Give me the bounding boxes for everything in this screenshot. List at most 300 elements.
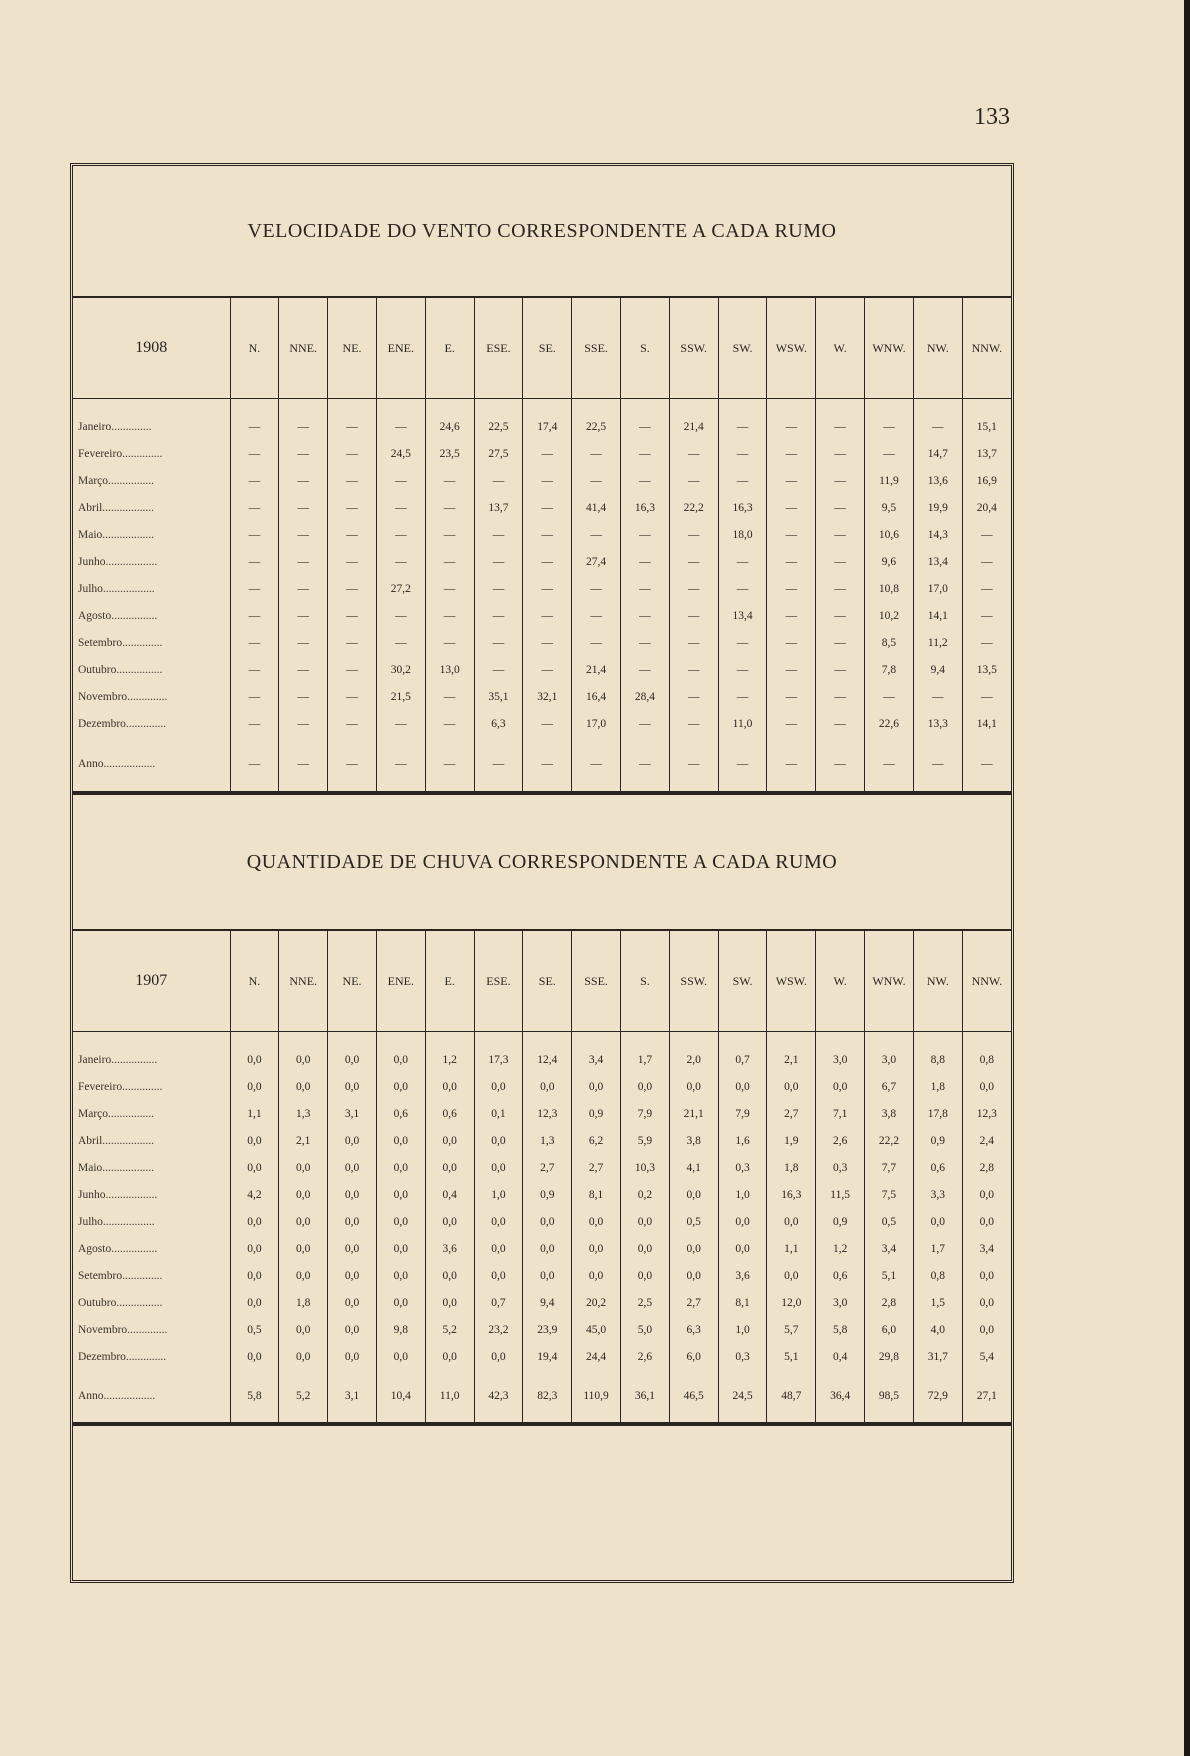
table-cell: —	[376, 548, 425, 575]
table-cell: 0,0	[328, 1235, 377, 1262]
month-label: Abril..................	[78, 501, 155, 514]
table-cell: —	[474, 548, 523, 575]
table-cell: —	[816, 710, 865, 737]
table-row	[73, 1235, 1011, 1262]
table-cell: 18,0	[718, 521, 767, 548]
month-label: Março................	[78, 1107, 155, 1120]
table-cell: 0,0	[279, 1262, 328, 1289]
table-cell: 0,0	[621, 1235, 670, 1262]
annual-cell: 27,1	[962, 1370, 1011, 1423]
table-cell: 0,3	[816, 1154, 865, 1181]
table-cell: —	[621, 440, 670, 467]
table-cell: —	[718, 399, 767, 441]
table-row	[73, 1073, 1011, 1100]
table-cell: 0,0	[718, 1208, 767, 1235]
table-cell: —	[474, 467, 523, 494]
table-cell: —	[865, 399, 914, 441]
table-cell: 1,1	[230, 1100, 279, 1127]
table-cell: 0,0	[230, 1127, 279, 1154]
table-cell: —	[669, 548, 718, 575]
table-cell: —	[572, 521, 621, 548]
table-cell: 1,6	[718, 1127, 767, 1154]
table-cell: 1,8	[279, 1289, 328, 1316]
annual-row	[73, 1370, 1011, 1423]
direction-header: SW.	[718, 931, 767, 1032]
table-cell: —	[767, 494, 816, 521]
direction-header: NW.	[913, 931, 962, 1032]
table-cell: 12,0	[767, 1289, 816, 1316]
table-cell: 0,0	[328, 1289, 377, 1316]
table-cell: 13,4	[913, 548, 962, 575]
table-cell: —	[621, 656, 670, 683]
table-cell: 1,3	[523, 1127, 572, 1154]
table-cell: —	[669, 656, 718, 683]
table-cell: —	[962, 629, 1011, 656]
table-cell: 1,1	[767, 1235, 816, 1262]
table-cell: 16,3	[718, 494, 767, 521]
table-cell: —	[230, 629, 279, 656]
direction-header: S.	[621, 931, 670, 1032]
month-label: Julho..................	[78, 1215, 155, 1228]
table-cell: 1,8	[913, 1073, 962, 1100]
table-cell: 35,1	[474, 683, 523, 710]
table-cell: 6,0	[865, 1316, 914, 1343]
table-cell: 9,4	[523, 1289, 572, 1316]
table-cell: 0,0	[279, 1181, 328, 1208]
table-cell: —	[425, 548, 474, 575]
table-cell: —	[621, 467, 670, 494]
table-cell: 0,0	[328, 1316, 377, 1343]
table-cell: 1,0	[474, 1181, 523, 1208]
table-cell: 6,3	[474, 710, 523, 737]
table-cell: 0,8	[962, 1032, 1011, 1074]
table-cell: —	[621, 548, 670, 575]
table-cell: —	[767, 399, 816, 441]
table-cell: —	[572, 575, 621, 602]
month-label: Fevereiro..............	[78, 447, 163, 460]
table-cell: 2,8	[962, 1154, 1011, 1181]
table-row	[73, 575, 1011, 602]
table-cell: —	[621, 521, 670, 548]
table-cell: 0,0	[425, 1262, 474, 1289]
table-cell: 13,0	[425, 656, 474, 683]
table-cell: —	[767, 575, 816, 602]
table-cell: 1,9	[767, 1127, 816, 1154]
table-cell: 0,6	[816, 1262, 865, 1289]
table-cell: 14,1	[962, 710, 1011, 737]
table-cell: 8,8	[913, 1032, 962, 1074]
table-cell: 7,9	[718, 1100, 767, 1127]
table-cell: 0,0	[230, 1262, 279, 1289]
direction-header: NNE.	[279, 298, 328, 399]
table-cell: 0,0	[376, 1154, 425, 1181]
annual-cell: —	[572, 737, 621, 792]
table-row	[73, 656, 1011, 683]
table-cell: 2,7	[767, 1100, 816, 1127]
table-cell: —	[425, 602, 474, 629]
table-cell: —	[328, 521, 377, 548]
table-cell: 0,0	[328, 1262, 377, 1289]
table-cell: 3,0	[816, 1032, 865, 1074]
table-cell: —	[816, 656, 865, 683]
table-cell: 6,2	[572, 1127, 621, 1154]
table-cell: 16,3	[621, 494, 670, 521]
table-cell: —	[767, 710, 816, 737]
annual-cell: —	[376, 737, 425, 792]
table-cell: 5,1	[767, 1343, 816, 1370]
table-cell: —	[328, 467, 377, 494]
table-cell: 22,2	[865, 1127, 914, 1154]
table-cell: 10,3	[621, 1154, 670, 1181]
table-cell: 0,0	[279, 1316, 328, 1343]
table-cell: —	[328, 683, 377, 710]
table-cell: —	[425, 467, 474, 494]
table-row	[73, 629, 1011, 656]
table-cell: 0,0	[816, 1073, 865, 1100]
table-cell: 0,0	[718, 1073, 767, 1100]
table-cell: 21,4	[669, 399, 718, 441]
direction-header: SW.	[718, 298, 767, 399]
annual-cell: —	[865, 737, 914, 792]
table-cell: —	[718, 440, 767, 467]
table-cell: —	[230, 575, 279, 602]
table-cell: 17,0	[913, 575, 962, 602]
table-cell: 23,2	[474, 1316, 523, 1343]
table-cell: 21,5	[376, 683, 425, 710]
table-cell: 13,7	[962, 440, 1011, 467]
table-cell: 1,5	[913, 1289, 962, 1316]
table-cell: 0,0	[474, 1262, 523, 1289]
annual-cell: 72,9	[913, 1370, 962, 1423]
table-cell: 0,0	[279, 1073, 328, 1100]
table-cell: —	[767, 467, 816, 494]
table-cell: —	[767, 656, 816, 683]
table-cell: 11,9	[865, 467, 914, 494]
table-cell: 8,1	[572, 1181, 621, 1208]
table-cell: —	[328, 548, 377, 575]
annual-cell: 48,7	[767, 1370, 816, 1423]
table-cell: —	[816, 548, 865, 575]
table-cell: —	[425, 710, 474, 737]
table-cell: —	[474, 602, 523, 629]
table-cell: 0,0	[913, 1208, 962, 1235]
table-cell: 21,4	[572, 656, 621, 683]
table-cell: 0,0	[279, 1235, 328, 1262]
table-cell: —	[962, 683, 1011, 710]
table-cell: —	[621, 575, 670, 602]
table-cell: 17,0	[572, 710, 621, 737]
table-cell: —	[962, 602, 1011, 629]
table-cell: —	[474, 575, 523, 602]
table-cell: 0,0	[523, 1262, 572, 1289]
table-cell: 0,0	[230, 1073, 279, 1100]
table-cell: —	[962, 521, 1011, 548]
table-row	[73, 1289, 1011, 1316]
table-cell: —	[376, 467, 425, 494]
table-cell: 0,0	[425, 1154, 474, 1181]
wind-body	[73, 399, 1011, 793]
direction-header: WSW.	[767, 298, 816, 399]
table-cell: 0,0	[962, 1181, 1011, 1208]
table-cell: —	[621, 602, 670, 629]
table-cell: 4,2	[230, 1181, 279, 1208]
table-cell: 0,0	[425, 1208, 474, 1235]
table-cell: 22,6	[865, 710, 914, 737]
month-label: Setembro..............	[78, 1269, 163, 1282]
month-label: Janeiro..............	[78, 420, 152, 433]
month-label: Janeiro................	[78, 1053, 158, 1066]
table-cell: 10,2	[865, 602, 914, 629]
wind-title: VELOCIDADE DO VENTO CORRESPONDENTE A CADA RUMO	[73, 166, 1011, 298]
table-cell: —	[572, 467, 621, 494]
table-cell: 0,5	[669, 1208, 718, 1235]
table-cell: 0,7	[718, 1032, 767, 1074]
table-cell: 0,0	[328, 1181, 377, 1208]
table-cell: —	[962, 575, 1011, 602]
table-cell: 0,6	[425, 1100, 474, 1127]
table-cell: 19,4	[523, 1343, 572, 1370]
annual-cell: —	[816, 737, 865, 792]
table-row	[73, 710, 1011, 737]
table-cell: 0,0	[962, 1208, 1011, 1235]
table-cell: 0,0	[279, 1343, 328, 1370]
table-cell: —	[816, 683, 865, 710]
annual-cell: 3,1	[328, 1370, 377, 1423]
table-cell: —	[328, 710, 377, 737]
table-cell: —	[816, 629, 865, 656]
table-cell: 0,0	[425, 1289, 474, 1316]
table-cell: 0,0	[767, 1262, 816, 1289]
table-cell: 8,1	[718, 1289, 767, 1316]
table-cell: 3,1	[328, 1100, 377, 1127]
tables-frame	[70, 163, 1014, 1583]
direction-header: NE.	[328, 931, 377, 1032]
table-cell: 0,0	[376, 1343, 425, 1370]
month-label: Fevereiro..............	[78, 1080, 163, 1093]
table-cell: —	[230, 399, 279, 441]
table-cell: 0,0	[328, 1154, 377, 1181]
table-cell: 2,0	[669, 1032, 718, 1074]
table-cell: —	[230, 548, 279, 575]
table-cell: 0,0	[669, 1073, 718, 1100]
wind-year-header: 1908	[73, 298, 230, 399]
table-cell: —	[376, 521, 425, 548]
table-cell: 19,9	[913, 494, 962, 521]
table-cell: —	[230, 494, 279, 521]
direction-header: S.	[621, 298, 670, 399]
table-cell: 2,7	[669, 1289, 718, 1316]
table-cell: —	[816, 467, 865, 494]
table-cell: —	[523, 656, 572, 683]
month-label: Maio..................	[78, 528, 155, 541]
direction-header: NNE.	[279, 931, 328, 1032]
table-cell: 0,0	[474, 1208, 523, 1235]
annual-cell: 36,4	[816, 1370, 865, 1423]
direction-header: WNW.	[865, 931, 914, 1032]
table-cell: 6,3	[669, 1316, 718, 1343]
table-cell: 23,5	[425, 440, 474, 467]
table-cell: —	[279, 494, 328, 521]
table-cell: —	[669, 521, 718, 548]
table-cell: —	[523, 575, 572, 602]
table-cell: 1,2	[816, 1235, 865, 1262]
annual-cell: —	[279, 737, 328, 792]
table-cell: 0,0	[425, 1343, 474, 1370]
annual-cell: 46,5	[669, 1370, 718, 1423]
table-cell: 0,5	[865, 1208, 914, 1235]
table-cell: 1,2	[425, 1032, 474, 1074]
table-cell: 4,0	[913, 1316, 962, 1343]
table-cell: —	[913, 683, 962, 710]
table-cell: —	[279, 629, 328, 656]
annual-cell: —	[767, 737, 816, 792]
table-cell: —	[816, 440, 865, 467]
table-cell: 3,0	[865, 1032, 914, 1074]
table-cell: —	[523, 710, 572, 737]
table-cell: —	[328, 656, 377, 683]
annual-cell: —	[523, 737, 572, 792]
blank-area	[73, 1424, 1011, 1550]
table-row	[73, 1343, 1011, 1370]
table-cell: 0,9	[913, 1127, 962, 1154]
table-cell: —	[621, 399, 670, 441]
table-cell: 1,8	[767, 1154, 816, 1181]
direction-header: SSE.	[572, 931, 621, 1032]
table-row	[73, 602, 1011, 629]
table-cell: 2,7	[572, 1154, 621, 1181]
table-cell: —	[279, 467, 328, 494]
direction-header: ENE.	[376, 931, 425, 1032]
table-cell: —	[865, 440, 914, 467]
table-row	[73, 521, 1011, 548]
table-cell: 0,7	[474, 1289, 523, 1316]
table-cell: —	[328, 494, 377, 521]
table-cell: —	[962, 548, 1011, 575]
table-cell: 0,0	[621, 1262, 670, 1289]
direction-header: NE.	[328, 298, 377, 399]
table-cell: 17,8	[913, 1100, 962, 1127]
table-cell: —	[669, 629, 718, 656]
table-cell: —	[230, 440, 279, 467]
table-cell: —	[572, 629, 621, 656]
direction-header: ESE.	[474, 931, 523, 1032]
table-cell: 1,7	[913, 1235, 962, 1262]
table-cell: —	[816, 602, 865, 629]
table-cell: —	[425, 521, 474, 548]
table-cell: —	[376, 494, 425, 521]
table-row	[73, 1032, 1011, 1074]
table-cell: 24,6	[425, 399, 474, 441]
table-cell: —	[669, 710, 718, 737]
table-cell: —	[816, 575, 865, 602]
table-cell: 24,4	[572, 1343, 621, 1370]
table-cell: 0,0	[962, 1262, 1011, 1289]
table-cell: 0,9	[523, 1181, 572, 1208]
table-cell: 0,3	[718, 1154, 767, 1181]
table-cell: 20,4	[962, 494, 1011, 521]
table-cell: —	[669, 440, 718, 467]
direction-header: W.	[816, 298, 865, 399]
table-cell: 41,4	[572, 494, 621, 521]
table-cell: —	[328, 629, 377, 656]
month-label: Maio..................	[78, 1161, 155, 1174]
month-label: Março................	[78, 474, 155, 487]
table-cell: —	[230, 656, 279, 683]
table-cell: 0,0	[474, 1073, 523, 1100]
table-cell: 5,4	[962, 1343, 1011, 1370]
table-cell: —	[913, 399, 962, 441]
direction-header: NW.	[913, 298, 962, 399]
table-cell: —	[279, 710, 328, 737]
rain-title: QUANTIDADE DE CHUVA CORRESPONDENTE A CADA RUMO	[73, 793, 1011, 931]
table-cell: 0,0	[962, 1289, 1011, 1316]
table-row	[73, 399, 1011, 441]
table-cell: 3,4	[865, 1235, 914, 1262]
table-cell: 0,0	[376, 1235, 425, 1262]
table-row	[73, 1208, 1011, 1235]
table-cell: 9,6	[865, 548, 914, 575]
table-cell: 0,0	[328, 1127, 377, 1154]
table-cell: —	[425, 494, 474, 521]
table-cell: 0,4	[816, 1343, 865, 1370]
annual-cell: 11,0	[425, 1370, 474, 1423]
table-cell: —	[328, 440, 377, 467]
table-cell: 6,7	[865, 1073, 914, 1100]
table-cell: 5,0	[621, 1316, 670, 1343]
month-label: Outubro................	[78, 1296, 163, 1309]
table-cell: 0,0	[230, 1235, 279, 1262]
table-cell: 0,0	[474, 1343, 523, 1370]
table-cell: 17,4	[523, 399, 572, 441]
table-cell: 24,5	[376, 440, 425, 467]
table-cell: 2,1	[279, 1127, 328, 1154]
table-cell: —	[279, 683, 328, 710]
table-cell: 0,0	[230, 1343, 279, 1370]
direction-header: SSE.	[572, 298, 621, 399]
table-cell: 0,0	[376, 1127, 425, 1154]
table-cell: 0,9	[572, 1100, 621, 1127]
table-cell: —	[230, 683, 279, 710]
month-label: Agosto................	[78, 609, 158, 622]
rain-body	[73, 1032, 1011, 1424]
annual-cell: 10,4	[376, 1370, 425, 1423]
rain-table	[73, 931, 1011, 1424]
table-cell: 12,4	[523, 1032, 572, 1074]
table-cell: —	[279, 440, 328, 467]
table-cell: —	[767, 521, 816, 548]
table-cell: —	[718, 656, 767, 683]
annual-row	[73, 737, 1011, 792]
annual-cell: —	[230, 737, 279, 792]
annual-cell: 98,5	[865, 1370, 914, 1423]
table-cell: 3,4	[572, 1032, 621, 1074]
table-cell: 0,0	[328, 1208, 377, 1235]
table-cell: 0,1	[474, 1100, 523, 1127]
table-cell: 30,2	[376, 656, 425, 683]
annual-cell: —	[425, 737, 474, 792]
table-cell: 1,0	[718, 1181, 767, 1208]
table-cell: 0,0	[328, 1032, 377, 1074]
month-label: Dezembro..............	[78, 1350, 167, 1363]
wind-header-row	[73, 298, 1011, 399]
table-cell: —	[328, 399, 377, 441]
direction-header: NNW.	[962, 298, 1011, 399]
table-cell: 0,0	[328, 1343, 377, 1370]
table-cell: —	[376, 399, 425, 441]
table-cell: 0,0	[962, 1316, 1011, 1343]
annual-cell: 110,9	[572, 1370, 621, 1423]
table-cell: —	[230, 602, 279, 629]
